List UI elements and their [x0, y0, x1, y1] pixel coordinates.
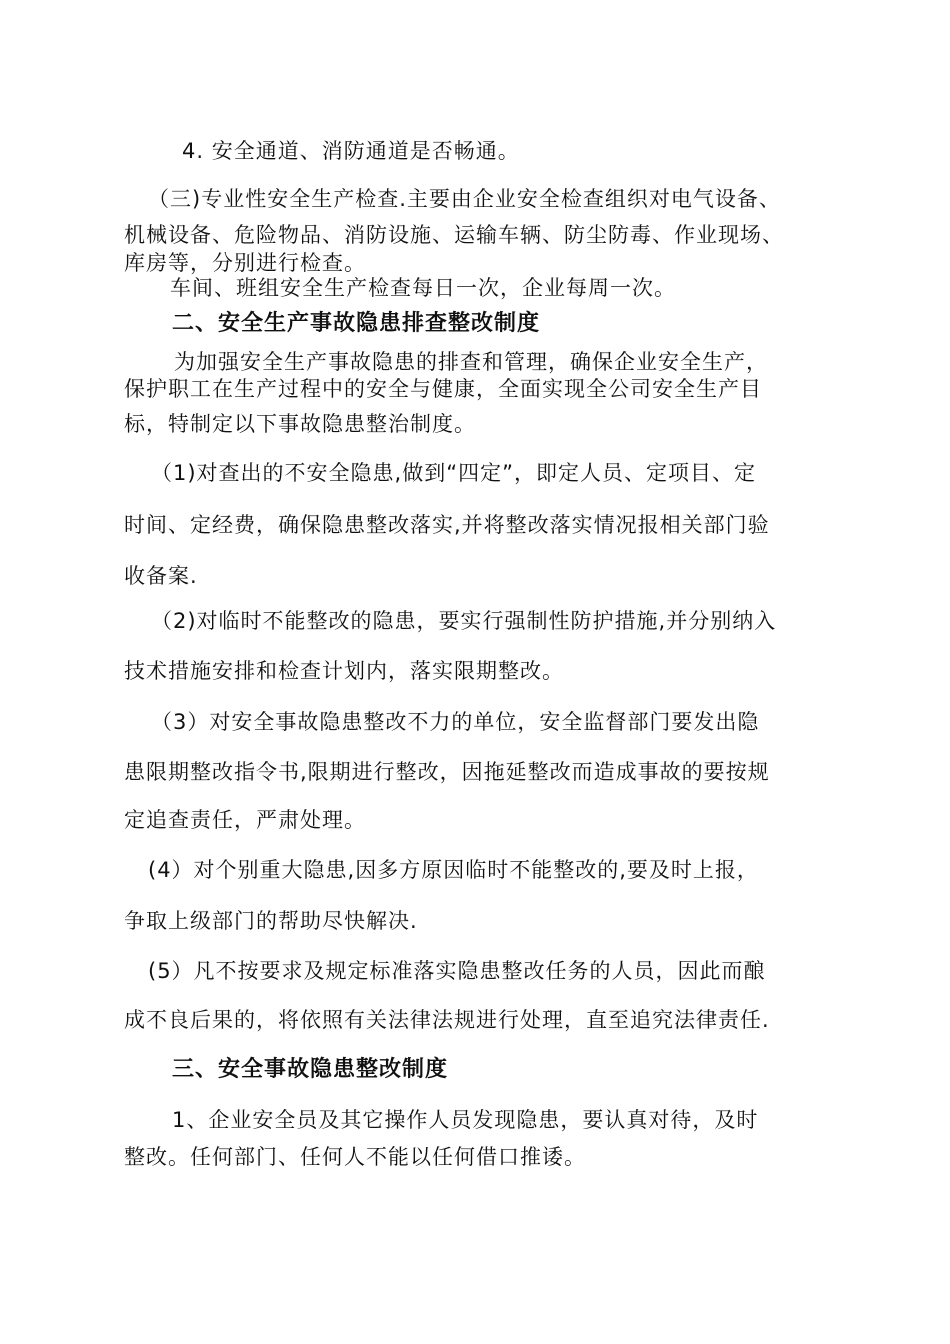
- p5-line-1: (5）凡不按要求及规定标准落实隐患整改任务的人员，因此而酿: [148, 959, 766, 983]
- intro-line-2: 保护职工在生产过程中的安全与健康，全面实现全公司安全生产目: [124, 377, 762, 401]
- section-3-line-3: 库房等，分别进行检查。: [124, 251, 366, 275]
- heading-3: 三、安全事故隐患整改制度: [172, 1057, 449, 1082]
- p2-line-1: （2)对临时不能整改的隐患，要实行强制性防护措施,并分别纳入: [151, 609, 777, 633]
- item-4-text: 4. 安全通道、消防通道是否畅通。: [182, 139, 520, 163]
- p5-line-2: 成不良后果的，将依照有关法律法规进行处理，直至追究法律责任.: [124, 1008, 770, 1032]
- p3-line-1: （3）对安全事故隐患整改不力的单位，安全监督部门要发出隐: [151, 710, 760, 734]
- section-3-line-4: 车间、班组安全生产检查每日一次，企业每周一次。: [170, 276, 676, 300]
- p6-line-2: 整改。任何部门、任何人不能以任何借口推诿。: [124, 1145, 586, 1169]
- intro-line-1: 为加强安全生产事故隐患的排查和管理，确保企业安全生产，: [174, 350, 768, 374]
- section-3-line-2: 机械设备、危险物品、消防设施、运输车辆、防尘防毒、作业现场、: [124, 223, 784, 247]
- p4-line-1: (4）对个别重大隐患,因多方原因临时不能整改的,要及时上报，: [148, 858, 759, 882]
- intro-line-3: 标，特制定以下事故隐患整治制度。: [124, 412, 476, 436]
- p2-line-2: 技术措施安排和检查计划内，落实限期整改。: [124, 659, 564, 683]
- p6-line-1: 1、企业安全员及其它操作人员发现隐患，要认真对待，及时: [172, 1108, 759, 1132]
- heading-2: 二、安全生产事故隐患排查整改制度: [172, 311, 541, 336]
- p3-line-2: 患限期整改指令书,限期进行整改，因拖延整改而造成事故的要按规: [124, 760, 770, 784]
- p1-line-2: 时间、定经费，确保隐患整改落实,并将整改落实情况报相关部门验: [124, 513, 770, 537]
- p4-line-2: 争取上级部门的帮助尽快解决.: [124, 909, 418, 933]
- section-3-line-1: （三)专业性安全生产检查.主要由企业安全检查组织对电气设备、: [148, 187, 781, 211]
- p3-line-3: 定追查责任，严肃处理。: [124, 808, 366, 832]
- p1-line-1: （1)对查出的不安全隐患,做到“四定”，即定人员、定项目、定: [151, 461, 756, 485]
- p1-line-3: 收备案.: [124, 564, 198, 588]
